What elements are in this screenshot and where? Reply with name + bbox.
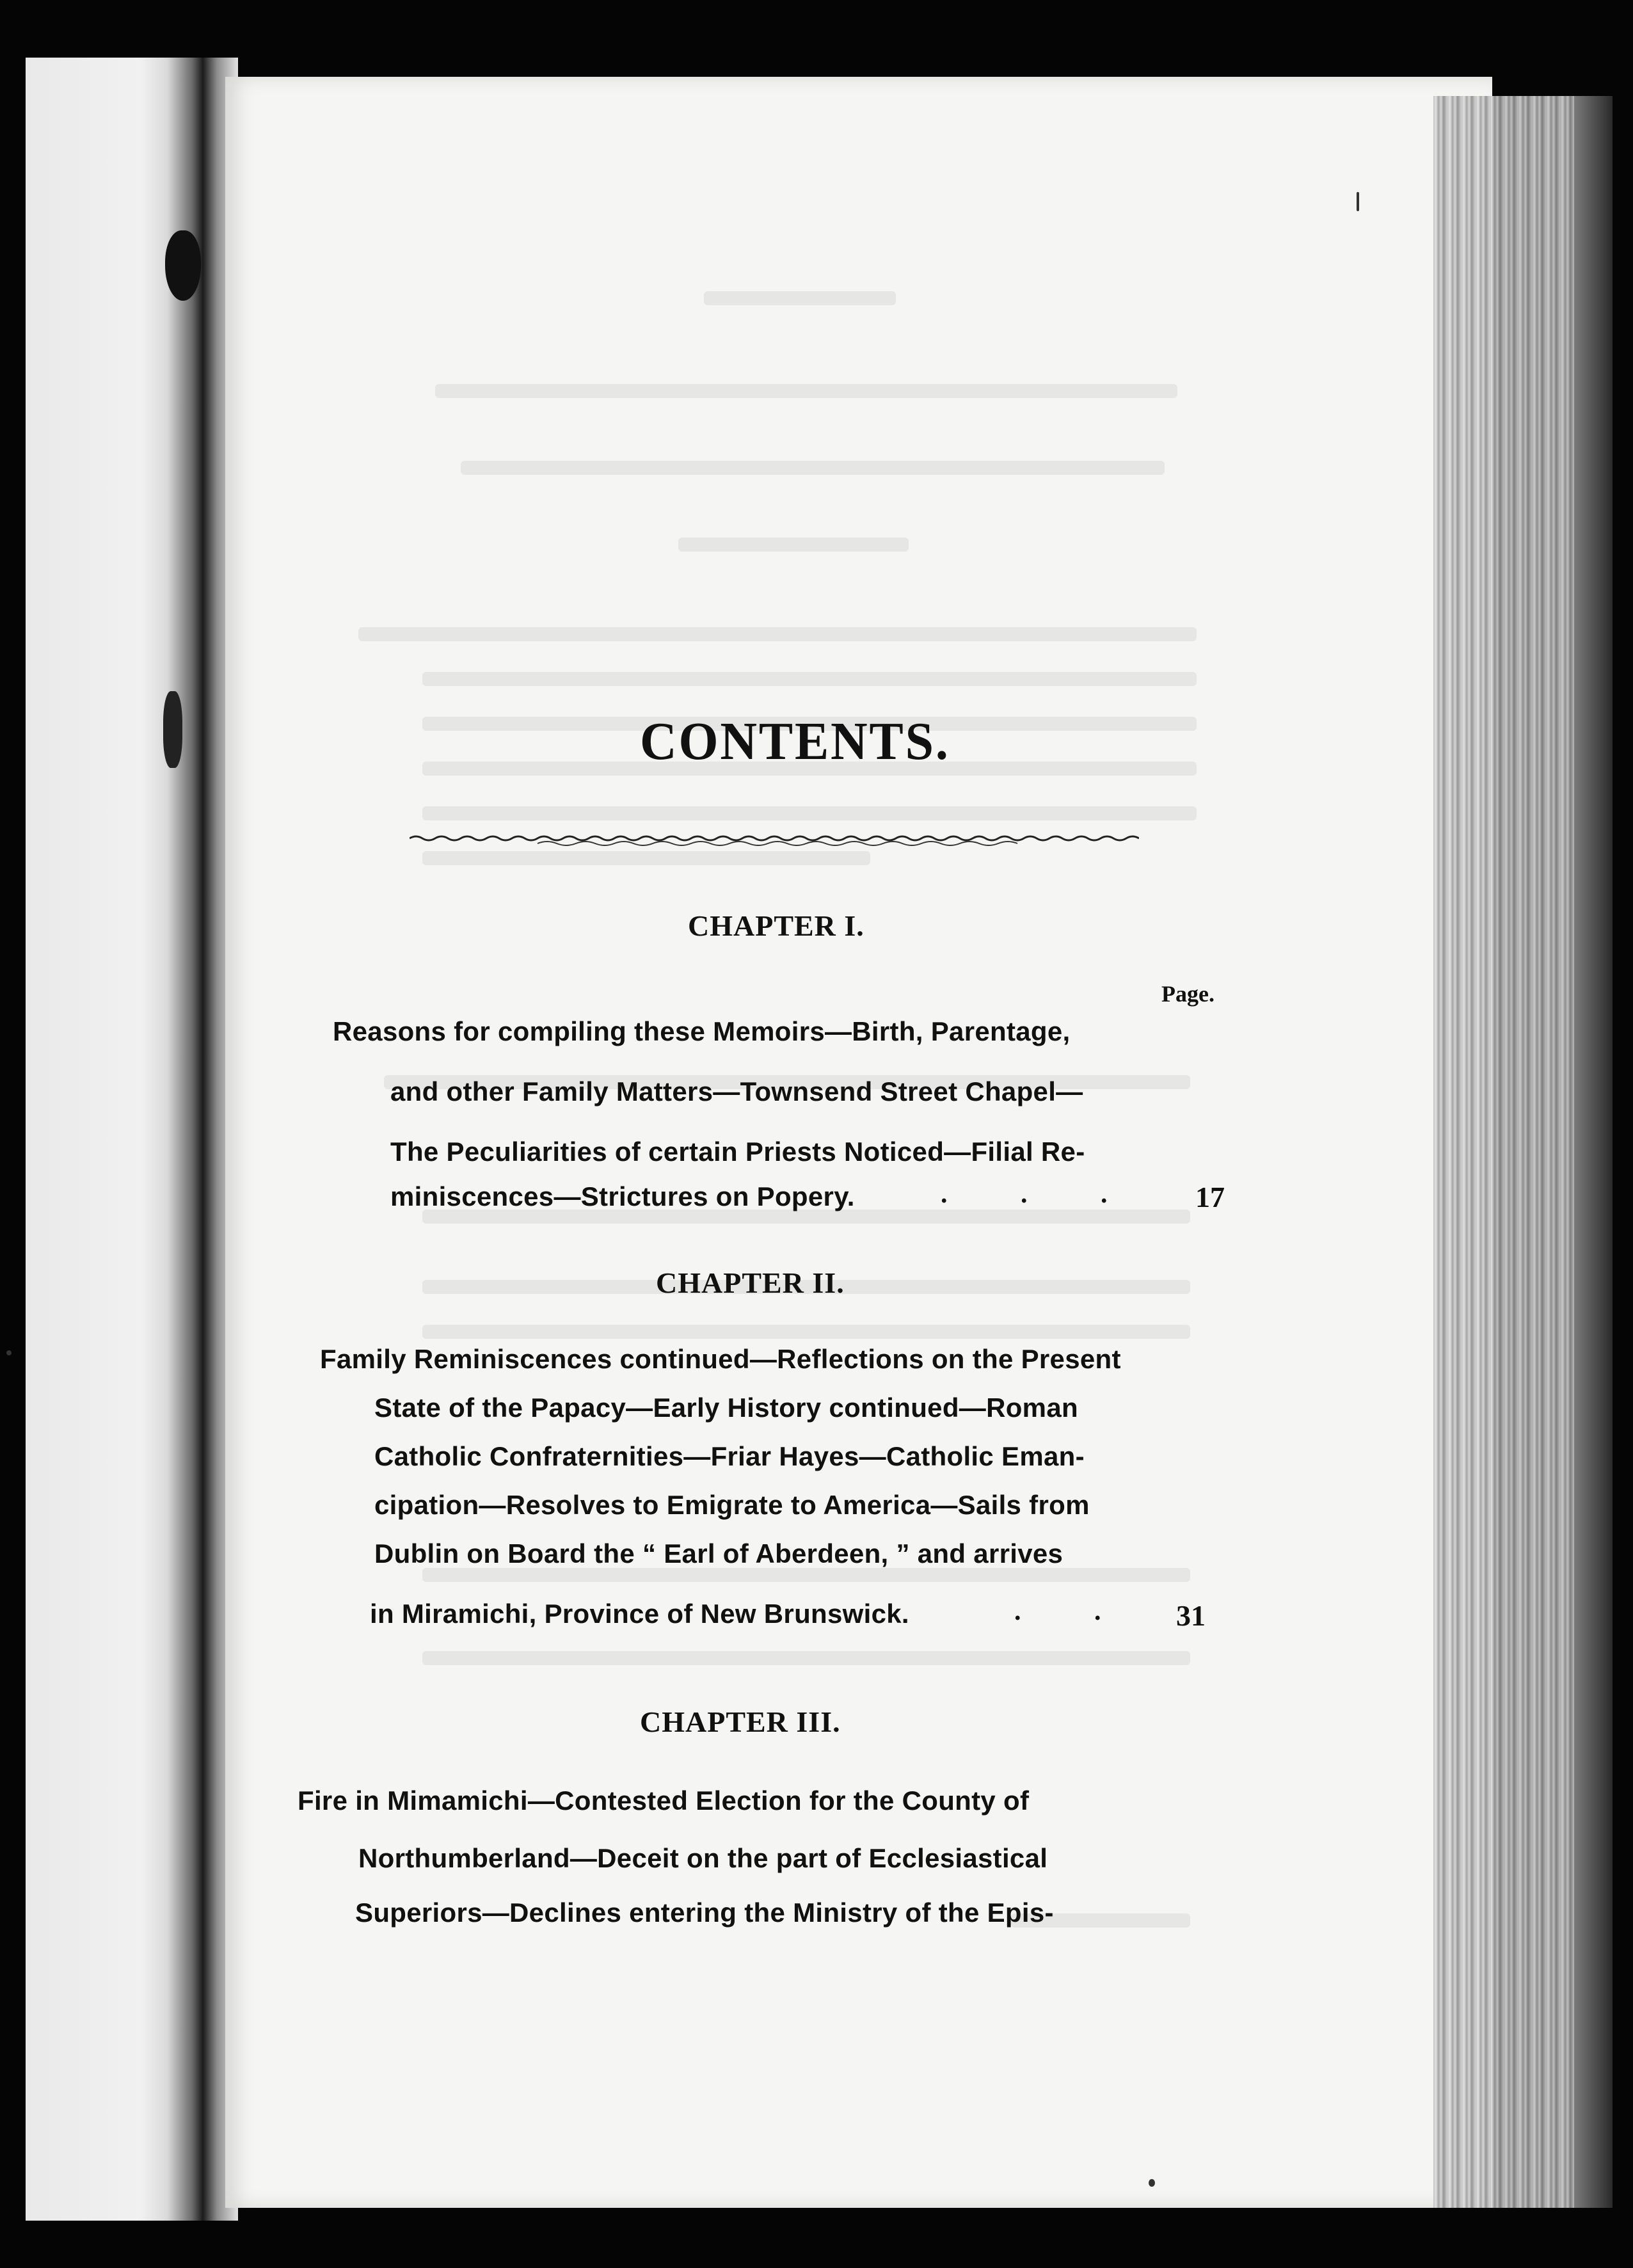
bleed-through — [435, 384, 1177, 398]
page-edge-stack — [1433, 96, 1587, 2208]
toc-entry-line: State of the Papacy—Early History continued—Roman — [374, 1393, 1078, 1423]
toc-entry-line: cipation—Resolves to Emigrate to America—Sails from — [374, 1490, 1090, 1520]
toc-entry-line: Superiors—Declines entering the Ministry of the Epis- — [355, 1897, 1054, 1928]
bleed-through — [461, 461, 1165, 475]
bleed-through — [422, 1325, 1190, 1339]
bleed-through — [422, 672, 1197, 686]
ornamental-rule — [410, 826, 1139, 854]
scan-speck — [1357, 192, 1359, 211]
binding-damage — [165, 230, 201, 301]
bleed-through — [422, 806, 1197, 820]
toc-entry-line: and other Family Matters—Townsend Street Chapel— — [390, 1076, 1083, 1106]
bleed-through — [422, 1568, 1190, 1582]
toc-entry-line: Catholic Confraternities—Friar Hayes—Catholic Eman- — [374, 1441, 1085, 1471]
page-number: 31 — [1176, 1599, 1206, 1632]
toc-entry-line: Fire in Mimamichi—Contested Election for the County of — [298, 1785, 1030, 1816]
bleed-through — [422, 1651, 1190, 1665]
toc-entry-line: The Peculiarities of certain Priests Noticed—Filial Re- — [390, 1137, 1085, 1167]
toc-entry-line: Northumberland—Deceit on the part of Ecclesiastical — [358, 1843, 1048, 1873]
bleed-through — [704, 291, 896, 305]
page-title: CONTENTS. — [640, 712, 950, 771]
scan-speck — [1149, 2179, 1155, 2187]
dot-leader: . . — [1014, 1597, 1135, 1626]
bleed-through — [678, 538, 909, 552]
toc-entry-line: miniscences—Strictures on Popery. — [390, 1181, 855, 1211]
scan-speck — [6, 1350, 12, 1355]
chapter-heading: CHAPTER I. — [688, 909, 864, 942]
toc-entry-line: Dublin on Board the “ Earl of Aberdeen, ” and arrives — [374, 1538, 1063, 1569]
toc-entry-line: in Miramichi, Province of New Brunswick. — [370, 1599, 909, 1629]
page-edge-shadow — [1574, 96, 1613, 2208]
toc-entry-line: Family Reminiscences continued—Reflections on the Present — [320, 1344, 1121, 1374]
toc-entry-line: Reasons for compiling these Memoirs—Birth, Parentage, — [333, 1016, 1071, 1046]
binding-tear — [163, 691, 182, 768]
chapter-heading: CHAPTER III. — [640, 1705, 841, 1738]
dot-leader: . . . — [941, 1179, 1141, 1209]
bleed-through — [358, 627, 1197, 641]
chapter-heading: CHAPTER II. — [656, 1266, 845, 1299]
page-number: 17 — [1195, 1181, 1225, 1213]
page-column-label: Page. — [1161, 981, 1215, 1007]
